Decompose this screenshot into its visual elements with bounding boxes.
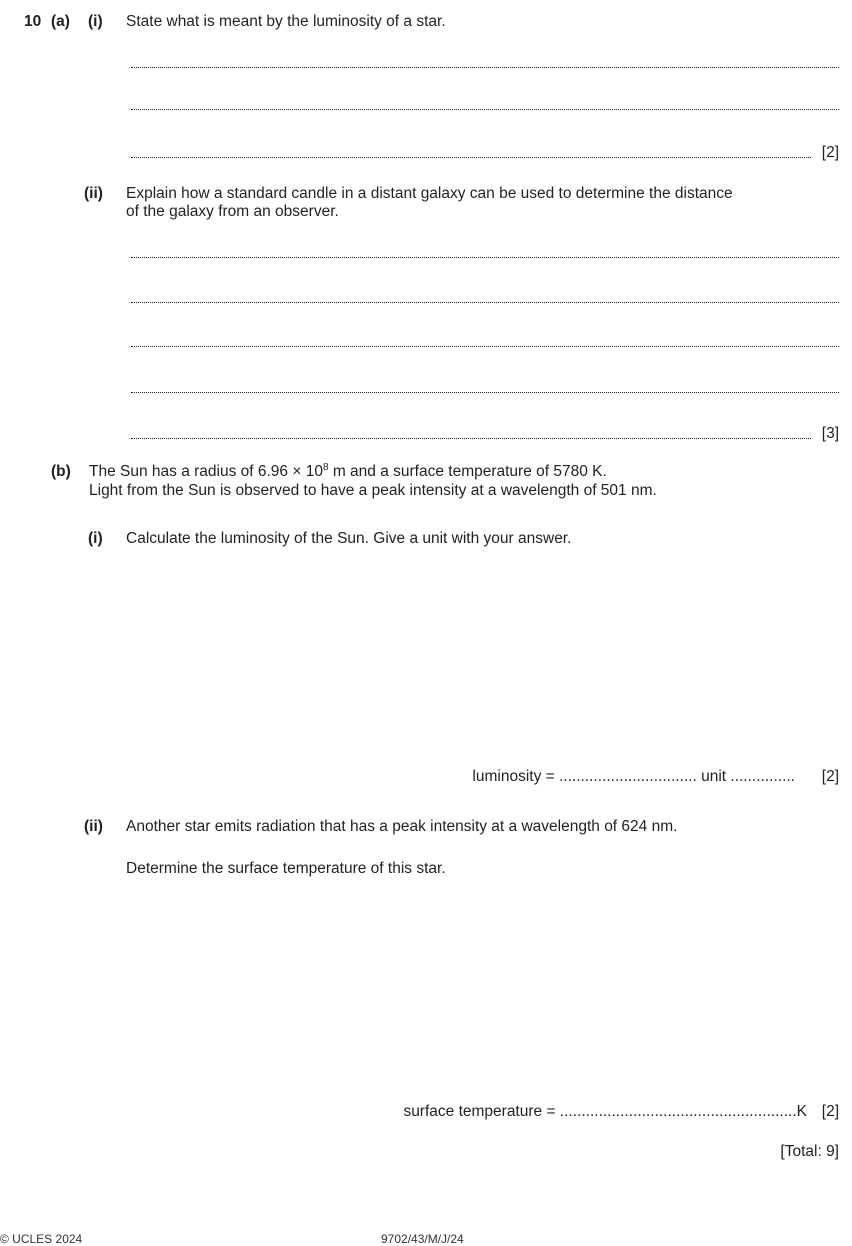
part-b-label: (b) xyxy=(51,463,71,480)
total-marks: [Total: 9] xyxy=(780,1143,839,1160)
subpart-a-ii-prompt-line1: Explain how a standard candle in a distant galaxy can be used to determine the distance xyxy=(126,185,733,202)
marks-b-i: [2] xyxy=(821,768,839,785)
subpart-b-ii-prompt1: Another star emits radiation that has a peak intensity at a wavelength of 624 nm. xyxy=(126,818,678,835)
part-b-stem-line1: The Sun has a radius of $6.96 \times 10^8$ m and a surface temperature of 5780 K. xyxy=(89,462,607,480)
subpart-a-ii-prompt-line2: of the galaxy from an observer. xyxy=(126,203,339,220)
surface-temperature-answer-line[interactable]: surface temperature = .......................................................K xyxy=(403,1103,807,1120)
marks-b-ii: [2] xyxy=(821,1103,839,1120)
footer-copyright: © UCLES 2024 xyxy=(0,1232,83,1246)
subpart-b-i-prompt: Calculate the luminosity of the Sun. Give a unit with your answer. xyxy=(126,530,572,547)
answer-line[interactable] xyxy=(131,157,811,158)
answer-line[interactable] xyxy=(131,392,839,393)
subpart-a-i-prompt: State what is meant by the luminosity of a star. xyxy=(126,13,446,30)
subpart-b-ii-label: (ii) xyxy=(84,818,103,835)
answer-line[interactable] xyxy=(131,67,839,68)
answer-line[interactable] xyxy=(131,109,839,110)
answer-line[interactable] xyxy=(131,346,839,347)
part-a-label: (a) xyxy=(51,13,70,30)
marks-a-i: [2] xyxy=(821,144,839,161)
subpart-a-i-label: (i) xyxy=(88,13,103,30)
subpart-b-i-label: (i) xyxy=(88,530,103,547)
marks-a-ii: [3] xyxy=(821,425,839,442)
footer-paper-code: 9702/43/M/J/24 xyxy=(381,1232,464,1246)
luminosity-answer-line[interactable]: luminosity = ................................ unit ............... xyxy=(472,768,795,785)
part-b-stem-line2: Light from the Sun is observed to have a peak intensity at a wavelength of 501 nm. xyxy=(89,482,657,499)
subpart-b-ii-prompt2: Determine the surface temperature of this star. xyxy=(126,860,446,877)
answer-line[interactable] xyxy=(131,257,839,258)
answer-line[interactable] xyxy=(131,438,811,439)
question-number: 10 xyxy=(24,13,42,30)
subpart-a-ii-label: (ii) xyxy=(84,185,103,202)
answer-line[interactable] xyxy=(131,302,839,303)
